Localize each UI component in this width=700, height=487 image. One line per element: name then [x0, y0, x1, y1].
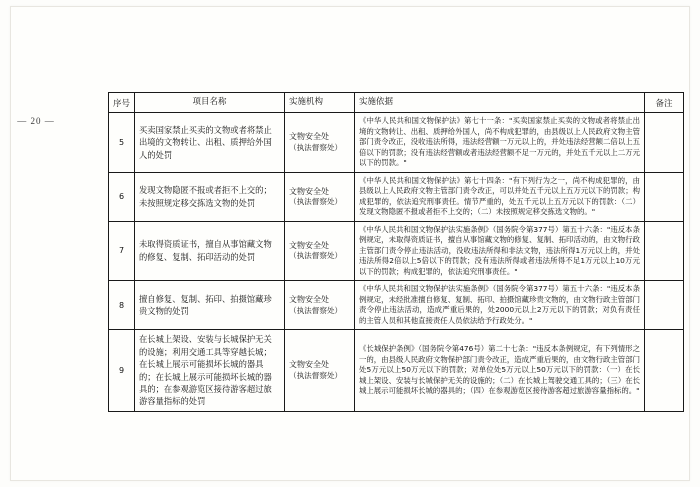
- row-no: 6: [109, 172, 135, 221]
- row-item-name: 买卖国家禁止买卖的文物或者将禁止出境的文物转让、出租、质押给外国人的处罚: [135, 113, 285, 173]
- table-row: [109, 172, 684, 221]
- row-item-name: 擅自修复、复制、拓印、拍摄馆藏珍贵文物的处罚: [135, 281, 285, 330]
- row-no: 8: [109, 281, 135, 330]
- page-number: — 20 —: [17, 116, 55, 126]
- row-no: 5: [109, 113, 135, 173]
- row-org-sub: （执法督察处）: [289, 197, 343, 207]
- row-note: [645, 113, 684, 173]
- row-org: [285, 172, 355, 221]
- row-org-main: 文物安全处: [289, 240, 329, 250]
- row-legal-basis: 《长城保护条例》（国务院令第476号）第二十七条："违反本条例规定，有下列情形之一的，由县级人民政府文物保护部门责令改正，造成严重后果的，由文物行政主管部门处5万元以上50万元以下的罚款；对单位处5万元以上50万元以下的罚款：（一）在长城上架设、安装与长城保护无关的设施的；（二）在长城上驾驶交通工具的；（三）在长城上展示可能损坏长城的器具的；（四）在参观游览区接待游客超过旅游容量指标的。": [355, 330, 645, 412]
- row-note: [645, 172, 684, 221]
- row-item-name: 未取得资质证书，擅自从事馆藏文物的修复、复制、拓印活动的处罚: [135, 221, 285, 281]
- column-header-no: 序号: [109, 93, 135, 113]
- row-note: [645, 221, 684, 281]
- column-header-name: 项目名称: [135, 93, 285, 113]
- row-no: 7: [109, 221, 135, 281]
- row-org-main: 文物安全处: [289, 360, 329, 370]
- column-header-org: 实施机构: [285, 93, 355, 113]
- column-header-note: 备注: [645, 93, 684, 113]
- row-org-main: 文物安全处: [289, 295, 329, 305]
- row-legal-basis: 《中华人民共和国文物保护法实施条例》（国务院令第377号）第五十六条："违反本条例规定，未经批准擅自修复、复制、拓印、拍摄馆藏珍贵文物的，由文物行政主管部门责令停止违法活动，造成严重后果的，处2000元以上2万元以下的罚款；对负有责任的主管人员和其他直接责任人员依法给予行政处分。": [355, 281, 645, 330]
- table-row: [109, 330, 684, 412]
- row-legal-basis: 《中华人民共和国文物保护法》第七十一条："买卖国家禁止买卖的文物或者将禁止出境的文物转让、出租、质押给外国人，尚不构成犯罪的，由县级以上人民政府文物主管部门责令改正，没收违法所得，违法经营额一万元以上的，并处违法经营额二倍以上五倍以下的罚款；没有违法经营额或者违法经营额不足一万元的，并处五千元以上二万元以下的罚款。": [355, 113, 645, 173]
- row-org: [285, 221, 355, 281]
- row-org-sub: （执法督察处）: [289, 371, 343, 381]
- row-item-name: 发现文物隐匿不报或者拒不上交的；未按照规定移交拣选文物的处罚: [135, 172, 285, 221]
- row-item-name: 在长城上架设、安装与长城保护无关的设施；利用交通工具等穿越长城；在长城上展示可能损坏长城的器具的；在长城上展示可能损坏长城的器具的；在参观游览区接待游客超过旅游容量指标的处罚: [135, 330, 285, 412]
- row-note: [645, 330, 684, 412]
- table-row: [109, 221, 684, 281]
- row-org-sub: （执法督察处）: [289, 142, 343, 152]
- row-org: [285, 281, 355, 330]
- row-no: 9: [109, 330, 135, 412]
- row-org-sub: （执法督察处）: [289, 251, 343, 261]
- table-header-row: [109, 93, 684, 113]
- row-org-main: 文物安全处: [289, 186, 329, 196]
- table-row: [109, 281, 684, 330]
- column-header-basis: 实施依据: [355, 93, 645, 113]
- row-org-main: 文物安全处: [289, 132, 329, 142]
- row-legal-basis: 《中华人民共和国文物保护法实施条例》（国务院令第377号）第五十六条："违反本条例规定，未取得资质证书，擅自从事馆藏文物的修复、复制、拓印活动的，由文物行政主管部门责令停止违法活动，没收违法所得和非法文物，违法所得1万元以上的，并处违法所得2倍以上5倍以下的罚款；没有违法所得或者违法所得不足1万元以上10万元以下的罚款；构成犯罪的，依法追究刑事责任。": [355, 221, 645, 281]
- row-org: [285, 113, 355, 173]
- regulation-table: [108, 92, 684, 412]
- row-legal-basis: 《中华人民共和国文物保护法》第七十四条："有下列行为之一，尚不构成犯罪的，由县级以上人民政府文物主管部门责令改正，可以并处五千元以上五万元以下的罚款；构成犯罪的，依法追究刑事责任。情节严重的，处五千元以上五万元以下的罚款：（二）发现文物隐匿不报或者拒不上交的；（二）未按照规定移交拣选文物的。": [355, 172, 645, 221]
- row-note: [645, 281, 684, 330]
- row-org-sub: （执法督察处）: [289, 305, 343, 315]
- table-body: [109, 113, 684, 412]
- row-org: [285, 330, 355, 412]
- table-row: [109, 113, 684, 173]
- table-header: [109, 93, 684, 113]
